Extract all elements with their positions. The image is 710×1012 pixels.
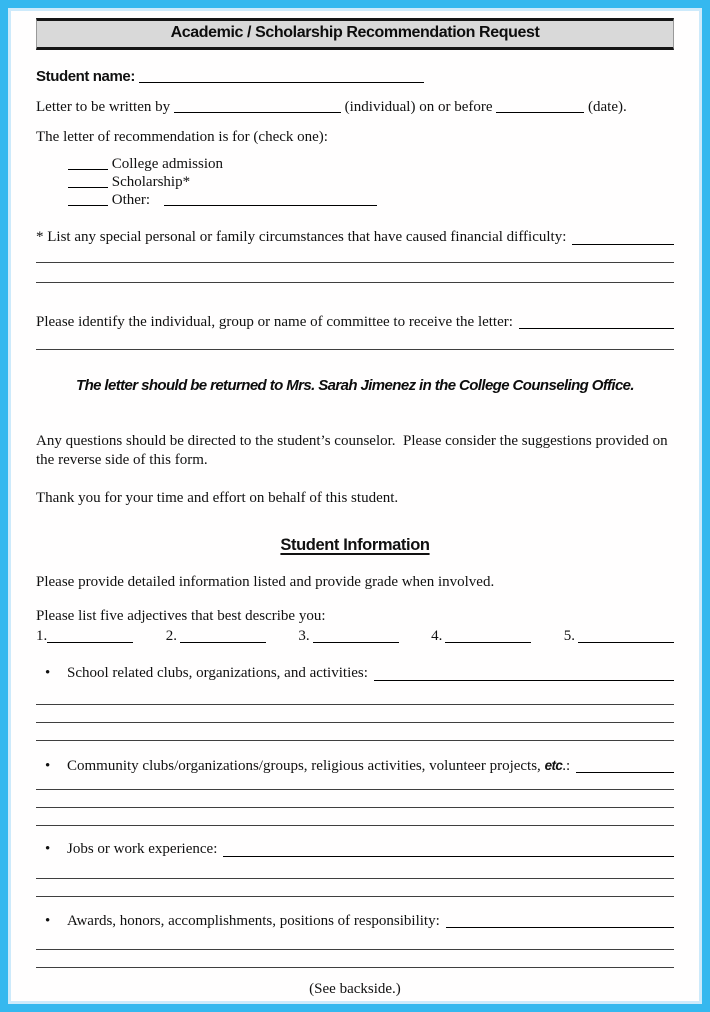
- option-other-label: Other:: [111, 192, 151, 209]
- bullet-community-clubs: [36, 757, 674, 777]
- bullet-icon: •: [45, 665, 51, 682]
- adjective-input-line-4[interactable]: [445, 642, 531, 643]
- option-college-admission-label: College admission: [111, 156, 223, 173]
- see-backside-note: (See backside.): [309, 981, 401, 998]
- adjective-input-line-2[interactable]: [180, 642, 266, 643]
- financial-difficulty-label: * List any special personal or family circumstances that have caused financial difficulty:: [36, 229, 567, 246]
- letter-writer-label: Letter to be written by: [36, 99, 171, 116]
- jobs-writing-line-2[interactable]: [36, 896, 674, 897]
- bullet-icon: •: [45, 841, 51, 858]
- option-other-input-line[interactable]: [164, 191, 377, 206]
- bullet-icon: •: [45, 912, 51, 929]
- student-information-heading: Student Information: [280, 536, 430, 555]
- community-clubs-writing-line-1[interactable]: [36, 789, 674, 790]
- awards-writing-line-2[interactable]: [36, 967, 674, 968]
- adjective-item-3: [298, 627, 398, 647]
- community-clubs-input-line[interactable]: [576, 772, 674, 773]
- adjective-input-line-5[interactable]: [578, 642, 674, 643]
- adjective-number-2: 2.: [165, 627, 177, 644]
- adjective-item-1: [36, 627, 133, 647]
- school-clubs-label: School related clubs, organizations, and activities:: [67, 665, 368, 682]
- financial-writing-line-2[interactable]: [36, 282, 674, 283]
- adjective-item-2: [166, 627, 266, 647]
- option-other: [68, 191, 674, 209]
- adjectives-row: [36, 627, 674, 647]
- adjective-number-5: 5.: [563, 627, 575, 644]
- financial-difficulty-input-line[interactable]: [572, 244, 674, 245]
- option-other-checkline[interactable]: [68, 191, 108, 206]
- jobs-writing-line-1[interactable]: [36, 878, 674, 879]
- committee-writing-line[interactable]: [36, 349, 674, 350]
- adjective-number-1: 1.: [36, 627, 48, 644]
- community-clubs-writing-line-3[interactable]: [36, 825, 674, 826]
- form-page-inner-border: [8, 8, 702, 1004]
- community-clubs-writing-line-2[interactable]: [36, 807, 674, 808]
- form-title: Academic / Scholarship Recommendation Request: [170, 24, 540, 41]
- option-college-admission-checkline[interactable]: [68, 155, 108, 170]
- student-info-intro: Please provide detailed information listed and provide grade when involved.: [36, 573, 495, 590]
- adjective-item-4: [431, 627, 531, 647]
- committee-label: Please identify the individual, group or name of committee to receive the letter:: [36, 313, 513, 330]
- letter-date-input-line[interactable]: [496, 98, 584, 113]
- awards-writing-line-1[interactable]: [36, 949, 674, 950]
- adjective-input-line-3[interactable]: [313, 642, 399, 643]
- community-clubs-label: Community clubs/organizations/groups, religious activities, volunteer projects, etc.:: [67, 757, 571, 774]
- check-one-label: The letter of recommendation is for (check one):: [36, 128, 328, 145]
- financial-writing-line-1[interactable]: [36, 262, 674, 263]
- school-clubs-writing-line-1[interactable]: [36, 704, 674, 705]
- jobs-label: Jobs or work experience:: [67, 841, 218, 858]
- awards-input-line[interactable]: [446, 927, 674, 928]
- bullet-awards: [36, 912, 674, 932]
- adjective-number-3: 3.: [298, 627, 310, 644]
- student-name-label: Student name:: [36, 67, 135, 85]
- letter-date-suffix: (date).: [588, 99, 627, 116]
- adjective-number-4: 4.: [431, 627, 443, 644]
- school-clubs-writing-line-3[interactable]: [36, 740, 674, 741]
- letter-writer-input-line[interactable]: [174, 98, 341, 113]
- adjectives-label: Please list five adjectives that best describe you:: [36, 608, 326, 625]
- committee-input-line[interactable]: [519, 328, 674, 329]
- letter-writer-row: [36, 98, 674, 118]
- student-name-row: [36, 67, 674, 88]
- student-name-input-line[interactable]: [139, 68, 424, 83]
- option-college-admission: [68, 155, 674, 173]
- bullet-icon: •: [45, 757, 51, 774]
- etc-italic: etc: [544, 757, 563, 773]
- option-scholarship-label: Scholarship*: [111, 174, 191, 191]
- form-title-bar: [36, 18, 674, 50]
- adjective-item-5: [564, 627, 674, 647]
- questions-note: Any questions should be directed to the student’s counselor. Please consider the suggestions provided on the reverse side of this form.: [36, 432, 668, 469]
- adjective-input-line-1[interactable]: [47, 642, 133, 643]
- thanks-note: Thank you for your time and effort on behalf of this student.: [36, 489, 399, 506]
- option-scholarship: [68, 173, 674, 191]
- jobs-input-line[interactable]: [223, 856, 674, 857]
- letter-deadline-label: (individual) on or before: [344, 99, 493, 116]
- school-clubs-input-line[interactable]: [374, 680, 674, 681]
- option-scholarship-checkline[interactable]: [68, 173, 108, 188]
- form-content: [11, 11, 699, 1000]
- awards-label: Awards, honors, accomplishments, positions of responsibility:: [67, 912, 440, 929]
- school-clubs-writing-line-2[interactable]: [36, 722, 674, 723]
- financial-difficulty-row: [36, 228, 674, 248]
- bullet-school-clubs: [36, 664, 674, 684]
- letter-purpose-options: [36, 155, 674, 209]
- committee-row: [36, 313, 674, 333]
- return-notice: The letter should be returned to Mrs. Sarah Jimenez in the College Counseling Office.: [76, 377, 634, 395]
- bullet-jobs: [36, 840, 674, 860]
